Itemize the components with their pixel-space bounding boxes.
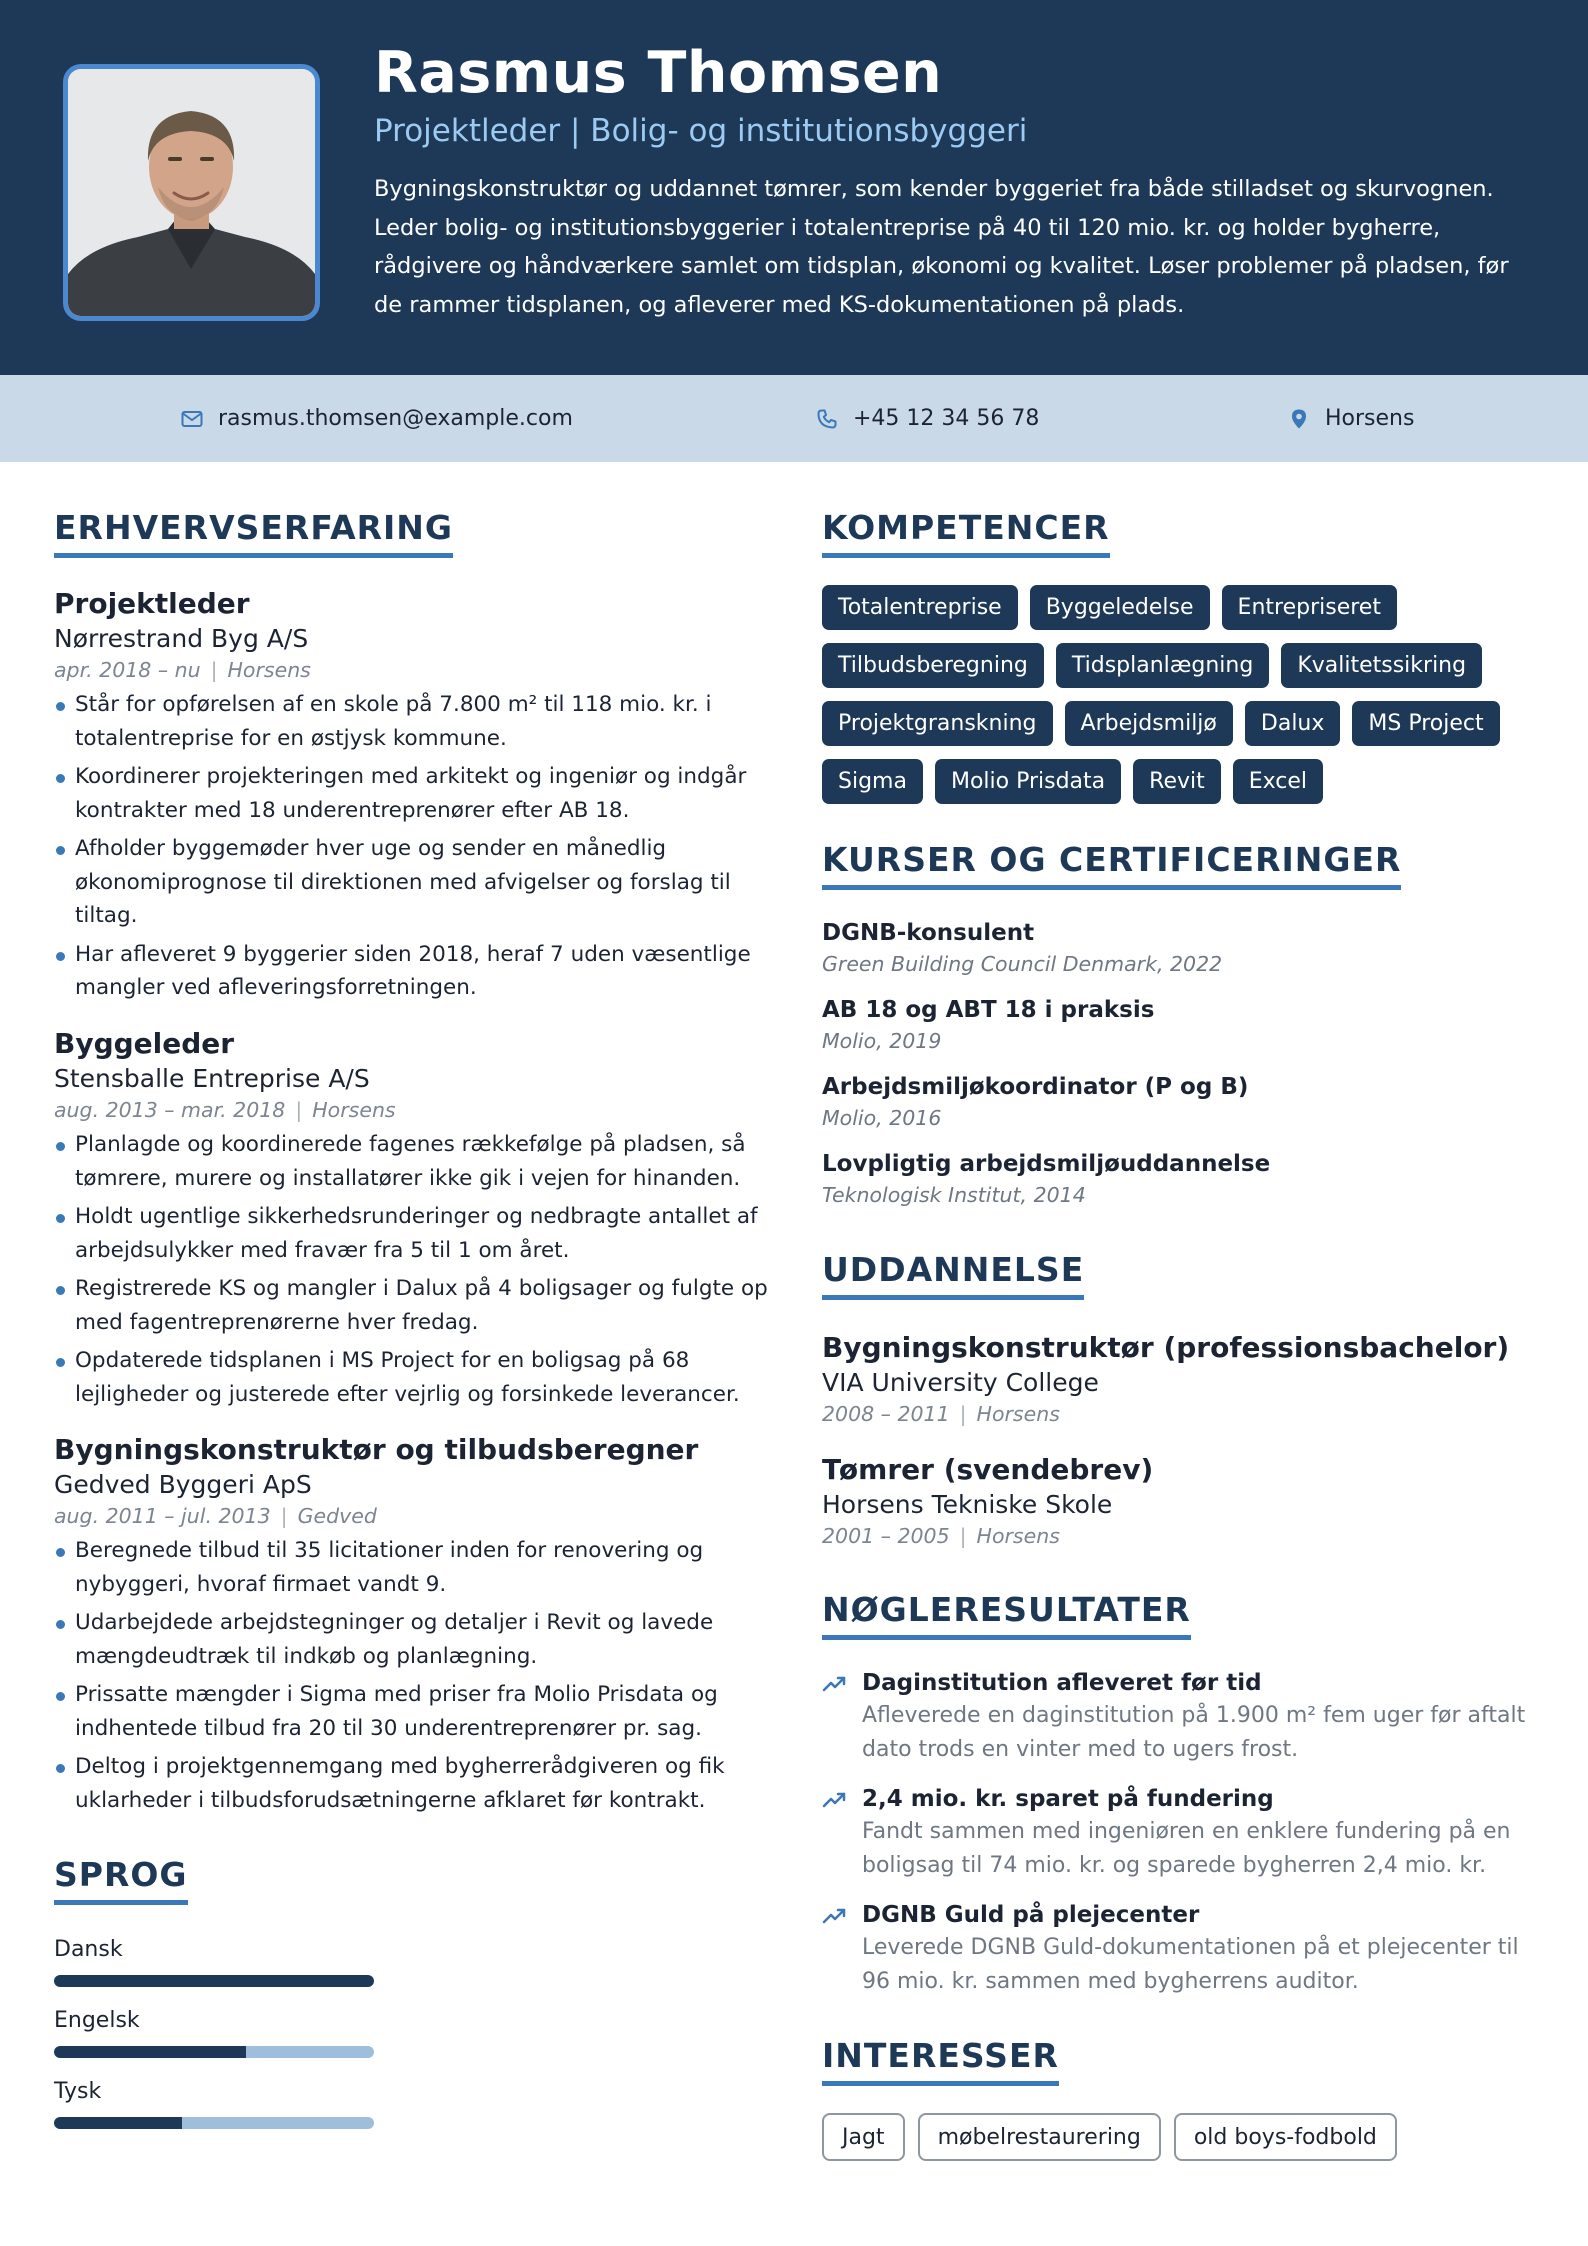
job-bullet: Beregnede tilbud til 35 licitationer inden for renovering og nybyggeri, hvoraf firmaet vandt 9. (54, 1534, 774, 1601)
competency-tag: Sigma (822, 759, 923, 804)
job-location: Horsens (227, 658, 311, 682)
competency-tag: Arbejdsmiljø (1065, 701, 1233, 746)
trending-up-icon (822, 1673, 848, 1695)
job-bullet: Planlagde og koordinerede fagenes rækkefølge på pladsen, så tømrere, murere og installatører ikke gik i vejen for hinanden. (54, 1128, 774, 1195)
job-entry (54, 586, 774, 1010)
job-bullets (54, 1128, 774, 1411)
job-title: Byggeleder (54, 1027, 235, 1060)
job-bullet: Deltog i projektgennemgang med bygherrerådgiveren og fik uklarheder i tilbudsforudsætningerne afklaret før kontrakt. (54, 1750, 774, 1817)
language-level-bar (54, 2046, 374, 2058)
job-company: Gedved Byggeri ApS (54, 1470, 312, 1499)
education-period: 2008 – 2011 (822, 1402, 950, 1426)
competency-tag: Projektgranskning (822, 701, 1053, 746)
course-entry (822, 1071, 1542, 1134)
job-bullet: Prissatte mængder i Sigma med priser fra Molio Prisdata og indhentede tilbud fra 20 til 30 underentreprenører pr. sag. (54, 1678, 774, 1745)
job-bullet: Udarbejdede arbejdstegninger og detaljer i Revit og lavede mængdeudtræk til indkøb og planlægning. (54, 1606, 774, 1673)
section-title-education: UDDANNELSE (822, 1250, 1084, 1300)
job-bullet: Står for opførelsen af en skole på 7.800 m² til 118 mio. kr. i totalentreprise for en østjysk kommune. (54, 688, 774, 755)
contact-phone[interactable] (815, 375, 1039, 462)
language-level-fill (54, 1975, 374, 1987)
job-bullet: Koordinerer projekteringen med arkitekt og ingeniør og indgår kontrakter med 18 underentreprenører efter AB 18. (54, 760, 774, 827)
interest-tag: old boys-fodbold (1174, 2113, 1397, 2161)
education-location: Horsens (976, 1402, 1060, 1426)
competency-tag: Molio Prisdata (935, 759, 1121, 804)
competency-tag: Tilbudsberegning (822, 643, 1044, 688)
trending-up-icon (822, 1905, 848, 1927)
section-title-results: NØGLERESULTATER (822, 1590, 1191, 1640)
language-name: Tysk (54, 2079, 102, 2104)
competency-tag: Byggeledelse (1030, 585, 1210, 630)
language-level-fill (54, 2117, 182, 2129)
job-period: aug. 2013 – mar. 2018 (54, 1098, 286, 1122)
course-name: AB 18 og ABT 18 i praksis (822, 997, 1155, 1023)
profile-summary: Bygningskonstruktør og uddannet tømrer, som kender byggeriet fra både stilladset og skurvognen. Leder bolig- og institutionsbyggerier i totalentreprise på 40 til 120 mio. kr. og holder bygherre, rådgivere og håndværkere samlet om tidsplan, økonomi og kvalitet. Løser problemer på pladsen, før de rammer tidsplanen, og afleverer med KS-dokumentationen på plads. (374, 176, 1509, 318)
contact-email[interactable] (180, 375, 573, 462)
job-bullets (54, 688, 774, 1005)
location-text: Horsens (1325, 406, 1415, 431)
result-entry (822, 1899, 1542, 1999)
competency-tag: Totalentreprise (822, 585, 1018, 630)
meta-separator: | (295, 1098, 303, 1122)
competency-tag: Tidsplanlægning (1056, 643, 1269, 688)
result-text: Fandt sammen med ingeniøren en enklere fundering på en boligsag til 74 mio. kr. og sparede bygherren 2,4 mio. kr. (862, 1819, 1511, 1878)
competency-tag: Dalux (1245, 701, 1341, 746)
candidate-headline: Projektleder | Bolig- og institutionsbyggeri (374, 113, 1028, 149)
map-pin-icon (1287, 407, 1311, 431)
competency-tag: Entrepriseret (1222, 585, 1397, 630)
education-school: Horsens Tekniske Skole (822, 1490, 1113, 1519)
course-name: Lovpligtig arbejdsmiljøuddannelse (822, 1151, 1271, 1177)
education-period: 2001 – 2005 (822, 1524, 950, 1548)
education-school: VIA University College (822, 1368, 1099, 1397)
education-meta (822, 1399, 1542, 1430)
competency-tag: Excel (1233, 759, 1323, 804)
header (0, 0, 1588, 375)
course-meta: Molio, 2016 (822, 1106, 942, 1130)
course-entry (822, 994, 1542, 1057)
education-entry (822, 1330, 1542, 1430)
interest-tag: Jagt (822, 2113, 905, 2161)
meta-separator: | (959, 1524, 967, 1548)
education-meta (822, 1521, 1542, 1552)
meta-separator: | (210, 658, 218, 682)
language-item (54, 2006, 374, 2058)
education-location: Horsens (976, 1524, 1060, 1548)
result-text: Leverede DGNB Guld-dokumentationen på et plejecenter til 96 mio. kr. sammen med bygherrens auditor. (862, 1935, 1519, 1994)
competency-tag: Kvalitetssikring (1281, 643, 1482, 688)
email-text: rasmus.thomsen@example.com (218, 406, 573, 431)
job-meta (54, 1095, 774, 1126)
section-title-languages: SPROG (54, 1855, 188, 1905)
language-level-bar (54, 1975, 374, 1987)
job-company: Stensballe Entreprise A/S (54, 1064, 370, 1093)
job-title: Bygningskonstruktør og tilbudsberegner (54, 1433, 699, 1466)
education-title: Tømrer (svendebrev) (822, 1453, 1154, 1486)
education-title: Bygningskonstruktør (professionsbachelor) (822, 1331, 1510, 1364)
result-title: Daginstitution afleveret før tid (862, 1670, 1262, 1696)
education-entry (822, 1452, 1542, 1552)
course-meta: Molio, 2019 (822, 1029, 942, 1053)
section-title-competencies: KOMPETENCER (822, 508, 1110, 558)
portrait-image (68, 69, 315, 316)
job-bullet: Registrerede KS og mangler i Dalux på 4 boligsager og fulgte op med fagentreprenørerne hver fredag. (54, 1272, 774, 1339)
job-bullet: Afholder byggemøder hver uge og sender en månedlig økonomiprognose til direktionen med afvigelser og forslag til tiltag. (54, 832, 774, 933)
competency-tags (822, 585, 1542, 804)
phone-text: +45 12 34 56 78 (853, 406, 1040, 431)
job-period: aug. 2011 – jul. 2013 (54, 1504, 271, 1528)
job-entry (54, 1432, 774, 1822)
job-location: Gedved (297, 1504, 377, 1528)
phone-icon (815, 407, 839, 431)
course-name: DGNB-konsulent (822, 920, 1035, 946)
profile-photo (63, 64, 320, 321)
job-meta (54, 655, 774, 686)
job-entry (54, 1026, 774, 1416)
contact-bar (0, 375, 1588, 462)
meta-separator: | (280, 1504, 288, 1528)
course-entry (822, 917, 1542, 980)
job-meta (54, 1501, 774, 1532)
course-meta: Green Building Council Denmark, 2022 (822, 952, 1223, 976)
job-bullet: Opdaterede tidsplanen i MS Project for en boligsag på 68 lejligheder og justerede efter vejrlig og forsinkede leverancer. (54, 1344, 774, 1411)
interest-tags (822, 2113, 1397, 2161)
course-name: Arbejdsmiljøkoordinator (P og B) (822, 1074, 1249, 1100)
section-title-courses: KURSER OG CERTIFICERINGER (822, 840, 1401, 890)
competency-tag: MS Project (1352, 701, 1499, 746)
language-level-fill (54, 2046, 246, 2058)
section-title-experience: ERHVERVSERFARING (54, 508, 453, 558)
result-entry (822, 1667, 1542, 1767)
contact-location (1287, 375, 1414, 462)
job-title: Projektleder (54, 587, 250, 620)
language-item (54, 1935, 374, 1987)
language-name: Dansk (54, 1937, 123, 1962)
job-company: Nørrestrand Byg A/S (54, 624, 309, 653)
competency-tag: Revit (1133, 759, 1221, 804)
mail-icon (180, 407, 204, 431)
language-item (54, 2077, 374, 2129)
result-entry (822, 1783, 1542, 1883)
job-location: Horsens (312, 1098, 396, 1122)
trending-up-icon (822, 1789, 848, 1811)
course-meta: Teknologisk Institut, 2014 (822, 1183, 1086, 1207)
language-level-bar (54, 2117, 374, 2129)
course-entry (822, 1148, 1542, 1211)
section-title-interests: INTERESSER (822, 2036, 1059, 2086)
job-period: apr. 2018 – nu (54, 658, 201, 682)
meta-separator: | (959, 1402, 967, 1426)
language-name: Engelsk (54, 2008, 140, 2033)
result-title: 2,4 mio. kr. sparet på fundering (862, 1786, 1274, 1812)
job-bullet: Holdt ugentlige sikkerhedsrunderinger og nedbragte antallet af arbejdsulykker med fravær fra 5 til 1 om året. (54, 1200, 774, 1267)
job-bullet: Har afleveret 9 byggerier siden 2018, heraf 7 uden væsentlige mangler ved afleveringsforretningen. (54, 938, 774, 1005)
candidate-name: Rasmus Thomsen (374, 40, 943, 106)
job-bullets (54, 1534, 774, 1817)
result-title: DGNB Guld på plejecenter (862, 1902, 1200, 1928)
result-text: Afleverede en daginstitution på 1.900 m² fem uger før aftalt dato trods en vinter med to ugers frost. (862, 1703, 1526, 1762)
interest-tag: møbelrestaurering (918, 2113, 1161, 2161)
